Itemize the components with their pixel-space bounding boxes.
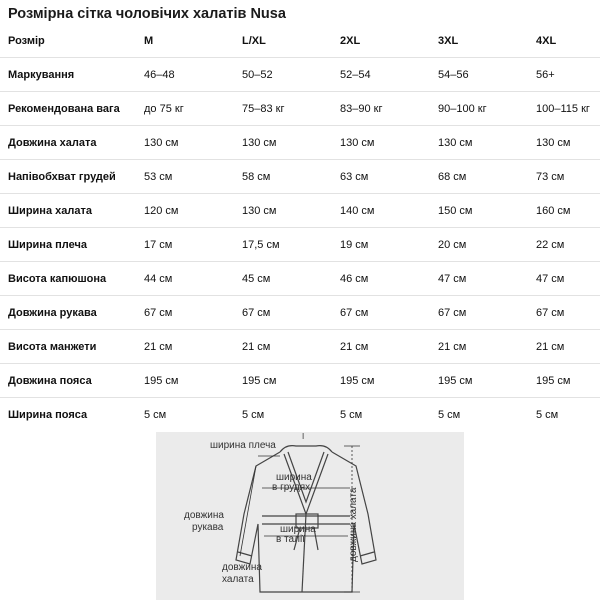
value-cell: 47 см <box>528 262 600 296</box>
value-cell: 75–83 кг <box>234 92 332 126</box>
value-cell: 67 см <box>234 296 332 330</box>
label-waist-width-2: в талії <box>276 534 305 545</box>
row-label-cell: Довжина халата <box>0 126 136 160</box>
value-cell: 5 см <box>144 408 167 421</box>
value-cell: 130 см <box>234 194 332 228</box>
value-cell: 21 см <box>136 330 234 364</box>
size-chart-table <box>0 24 600 431</box>
value-cell: 90–100 кг <box>430 92 528 126</box>
table-row <box>0 92 600 126</box>
value-cell: 54–56 <box>430 58 528 92</box>
header-cell: M <box>136 24 234 58</box>
value-cell: 52–54 <box>332 58 430 92</box>
value-cell: 56+ <box>528 58 600 92</box>
value-cell: 67 см <box>430 296 528 330</box>
value-cell: 21 см <box>332 330 430 364</box>
value-cell: 5 см <box>536 408 559 421</box>
label-robe-length-1: довжина <box>222 562 262 573</box>
top-mark: I <box>302 432 305 441</box>
header-cell: L/XL <box>234 24 332 58</box>
value-cell: 63 см <box>332 160 430 194</box>
label-sleeve-length-1: довжина <box>184 510 224 521</box>
header-cell: 2XL <box>332 24 430 58</box>
value-cell: 67 см <box>528 296 600 330</box>
value-cell: 20 см <box>430 228 528 262</box>
table-row <box>0 228 600 262</box>
row-label-cell: Довжина пояса <box>0 364 136 398</box>
table-row <box>0 296 600 330</box>
value-cell: 130 см <box>234 126 332 160</box>
label-chest-width-2: в грудях <box>272 482 311 493</box>
value-cell: 21 см <box>528 330 600 364</box>
value-cell: 19 см <box>332 228 430 262</box>
value-cell: 195 см <box>528 364 600 398</box>
label-waist-width-1: ширина <box>280 524 316 535</box>
value-cell: 46–48 <box>136 58 234 92</box>
value-cell: 130 см <box>332 126 430 160</box>
value-cell: 45 см <box>234 262 332 296</box>
table-row <box>0 364 600 398</box>
robe-measurement-diagram <box>156 432 464 600</box>
robe-diagram-svg <box>156 432 464 600</box>
value-cell: 67 см <box>136 296 234 330</box>
value-cell: 120 см <box>136 194 234 228</box>
label-robe-length-2: халата <box>222 574 254 585</box>
value-cell: 5 см <box>340 408 363 421</box>
value-cell: 83–90 кг <box>332 92 430 126</box>
row-label-cell: Напівобхват грудей <box>0 160 136 194</box>
value-cell: 195 см <box>332 364 430 398</box>
header-cell: 3XL <box>430 24 528 58</box>
value-cell: 68 см <box>430 160 528 194</box>
value-cell: 130 см <box>430 126 528 160</box>
value-cell: 21 см <box>430 330 528 364</box>
value-cell: 5 см <box>242 408 265 421</box>
value-cell: 67 см <box>332 296 430 330</box>
value-cell: 195 см <box>136 364 234 398</box>
value-cell: 140 см <box>332 194 430 228</box>
table-row <box>0 398 600 432</box>
value-cell: 5 см <box>438 408 461 421</box>
table-row <box>0 194 600 228</box>
table-row <box>0 262 600 296</box>
value-cell: 21 см <box>234 330 332 364</box>
table-row <box>0 160 600 194</box>
row-label-cell: Ширина плеча <box>0 228 136 262</box>
value-cell: 100–115 кг <box>528 92 600 126</box>
value-cell: 58 см <box>234 160 332 194</box>
value-cell: 160 см <box>528 194 600 228</box>
row-label-cell: Маркування <box>0 58 136 92</box>
row-label-cell: Довжина рукава <box>0 296 136 330</box>
row-label-cell: Ширина пояса <box>8 408 88 421</box>
value-cell: 17,5 см <box>234 228 332 262</box>
label-robe-length-vertical: довжина халата <box>348 487 359 562</box>
value-cell: 44 см <box>136 262 234 296</box>
row-label-cell: Висота капюшона <box>0 262 136 296</box>
header-cell: Розмір <box>0 24 136 58</box>
value-cell: 195 см <box>430 364 528 398</box>
page-title: Розмірна сітка чоловічих халатів Nusa <box>8 6 286 22</box>
value-cell: 47 см <box>430 262 528 296</box>
value-cell: 46 см <box>332 262 430 296</box>
value-cell: до 75 кг <box>136 92 234 126</box>
value-cell: 73 см <box>528 160 600 194</box>
table-header-row <box>0 24 600 58</box>
header-cell: 4XL <box>528 24 600 58</box>
label-sleeve-length-2: рукава <box>192 522 224 533</box>
table-row <box>0 126 600 160</box>
row-label-cell: Рекомендована вага <box>0 92 136 126</box>
label-chest-width-1: ширина <box>276 472 312 483</box>
row-label-cell: Ширина халата <box>0 194 136 228</box>
value-cell: 22 см <box>528 228 600 262</box>
value-cell: 150 см <box>430 194 528 228</box>
value-cell: 17 см <box>136 228 234 262</box>
value-cell: 53 см <box>136 160 234 194</box>
label-shoulder-width: ширина плеча <box>210 440 276 451</box>
value-cell: 195 см <box>234 364 332 398</box>
value-cell: 130 см <box>528 126 600 160</box>
value-cell: 130 см <box>136 126 234 160</box>
table-row <box>0 58 600 92</box>
row-label-cell: Висота манжети <box>0 330 136 364</box>
table-row <box>0 330 600 364</box>
value-cell: 50–52 <box>234 58 332 92</box>
